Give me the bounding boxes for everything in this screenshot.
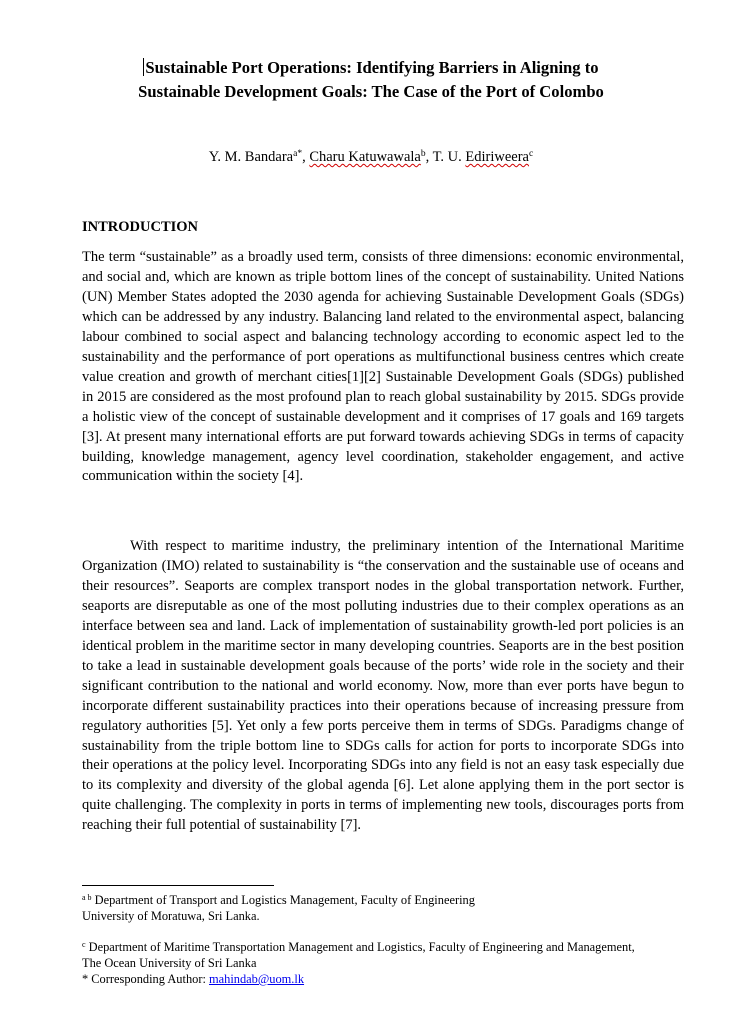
footnote-separator bbox=[82, 885, 274, 886]
footnote-c-marker: c bbox=[82, 940, 86, 949]
paper-title bbox=[60, 56, 682, 104]
corresponding-author bbox=[82, 972, 686, 988]
author-1-affiliation: a* bbox=[293, 149, 303, 159]
footnote-affiliation-c bbox=[82, 940, 686, 971]
footnote-ab-line-2: University of Moratuwa, Sri Lanka. bbox=[82, 908, 260, 923]
footnote-c-line-1: Department of Maritime Transportation Management and Logistics, Faculty of Engineering and Management, bbox=[85, 940, 635, 954]
author-2-affiliation: b bbox=[420, 149, 426, 159]
title-line-1-text: Sustainable Port Operations: Identifying Barriers in Aligning to bbox=[145, 58, 599, 77]
body-paragraph-1: The term “sustainable” as a broadly used term, consists of three dimensions: economic environmental, and social and, which are known as triple bottom lines of the concept of sustainability. United Nations (UN) Member States adopted the 2030 agenda for achieving Sustainable Development Goals (SDGs) which can be addressed by any industry. Balancing land related to the environmental aspect, balancing labour combined to social aspect and balancing technology according to economic aspect led to the sustainability and the performance of port operations as multifunctional business centres which create value creation and growth of merchant cities[1][2] Sustainable Development Goals (SDGs) published in 2015 are considered as the most profound plan to reach global sustainability by 2015. SDGs provide a holistic view of the concept of sustainable development and it comprises of 17 goals and 169 targets [3]. At present many international efforts are put forward towards achieving SDGs in terms of capacity building, knowledge management, agency level coordination, stakeholder engagement, and active communication within the society [4]. bbox=[82, 249, 684, 485]
corresponding-author-label: * Corresponding Author: bbox=[82, 972, 209, 986]
author-separator-1: , bbox=[302, 149, 310, 165]
section-heading: INTRODUCTION bbox=[82, 219, 199, 235]
author-2-name: Charu Katuwawala bbox=[309, 149, 421, 165]
title-line-2: Sustainable Development Goals: The Case of the Port of Colombo bbox=[138, 82, 604, 101]
footnote-ab-marker: a b bbox=[82, 893, 92, 902]
title-line-1 bbox=[60, 56, 682, 80]
author-3-name-wrap: T. U. Ediriweera bbox=[432, 149, 529, 165]
author-1-name: Y. M. Bandara bbox=[208, 149, 294, 165]
footnote-c-line-2: The Ocean University of Sri Lanka bbox=[82, 955, 257, 970]
author-3-surname: Ediriweera bbox=[465, 149, 529, 165]
footnote-affiliation-ab bbox=[82, 893, 686, 924]
author-list bbox=[60, 147, 682, 167]
author-3-affiliation: c bbox=[528, 149, 534, 159]
footnote-ab-line-1: Department of Transport and Logistics Management, Faculty of Engineering bbox=[91, 893, 475, 907]
author-separator-2: , bbox=[425, 149, 433, 165]
body-paragraph-2: With respect to maritime industry, the preliminary intention of the International Maritime Organization (IMO) related to sustainability is “the conservation and the sustainable use of oceans and their resources”. Seaports are complex transport nodes in the global transportation network. Further, seaports are disreputable as one of the most polluting industries due to their complex operations as an interface between sea and land. Lack of implementation of sustainability growth-led port policies is an identical problem in the maritime sector in many developing countries. Seaports are in the best position to take a lead in sustainable development goals because of the ports’ wide role in the society and their significant contribution to the national and world economy. Now, more than ever ports have begun to incorporate different sustainability practices into their operations because of increasing pressure from regulatory authorities [5]. Yet only a few ports perceive them in terms of SDGs. Paradigms change of sustainability from the triple bottom line to SDGs calls for action for ports to incorporate SDGs into their operations at the policy level. Incorporating SDGs into any field is not an easy task especially due to its complexity and diversity of the global agenda [6]. Let alone applying them in the port sector is quite challenging. The complexity in ports in terms of implementing new tools, discourages ports from reaching their full potential of sustainability [7]. bbox=[82, 538, 684, 834]
corresponding-email-link[interactable]: mahindab@uom.lk bbox=[209, 972, 305, 986]
